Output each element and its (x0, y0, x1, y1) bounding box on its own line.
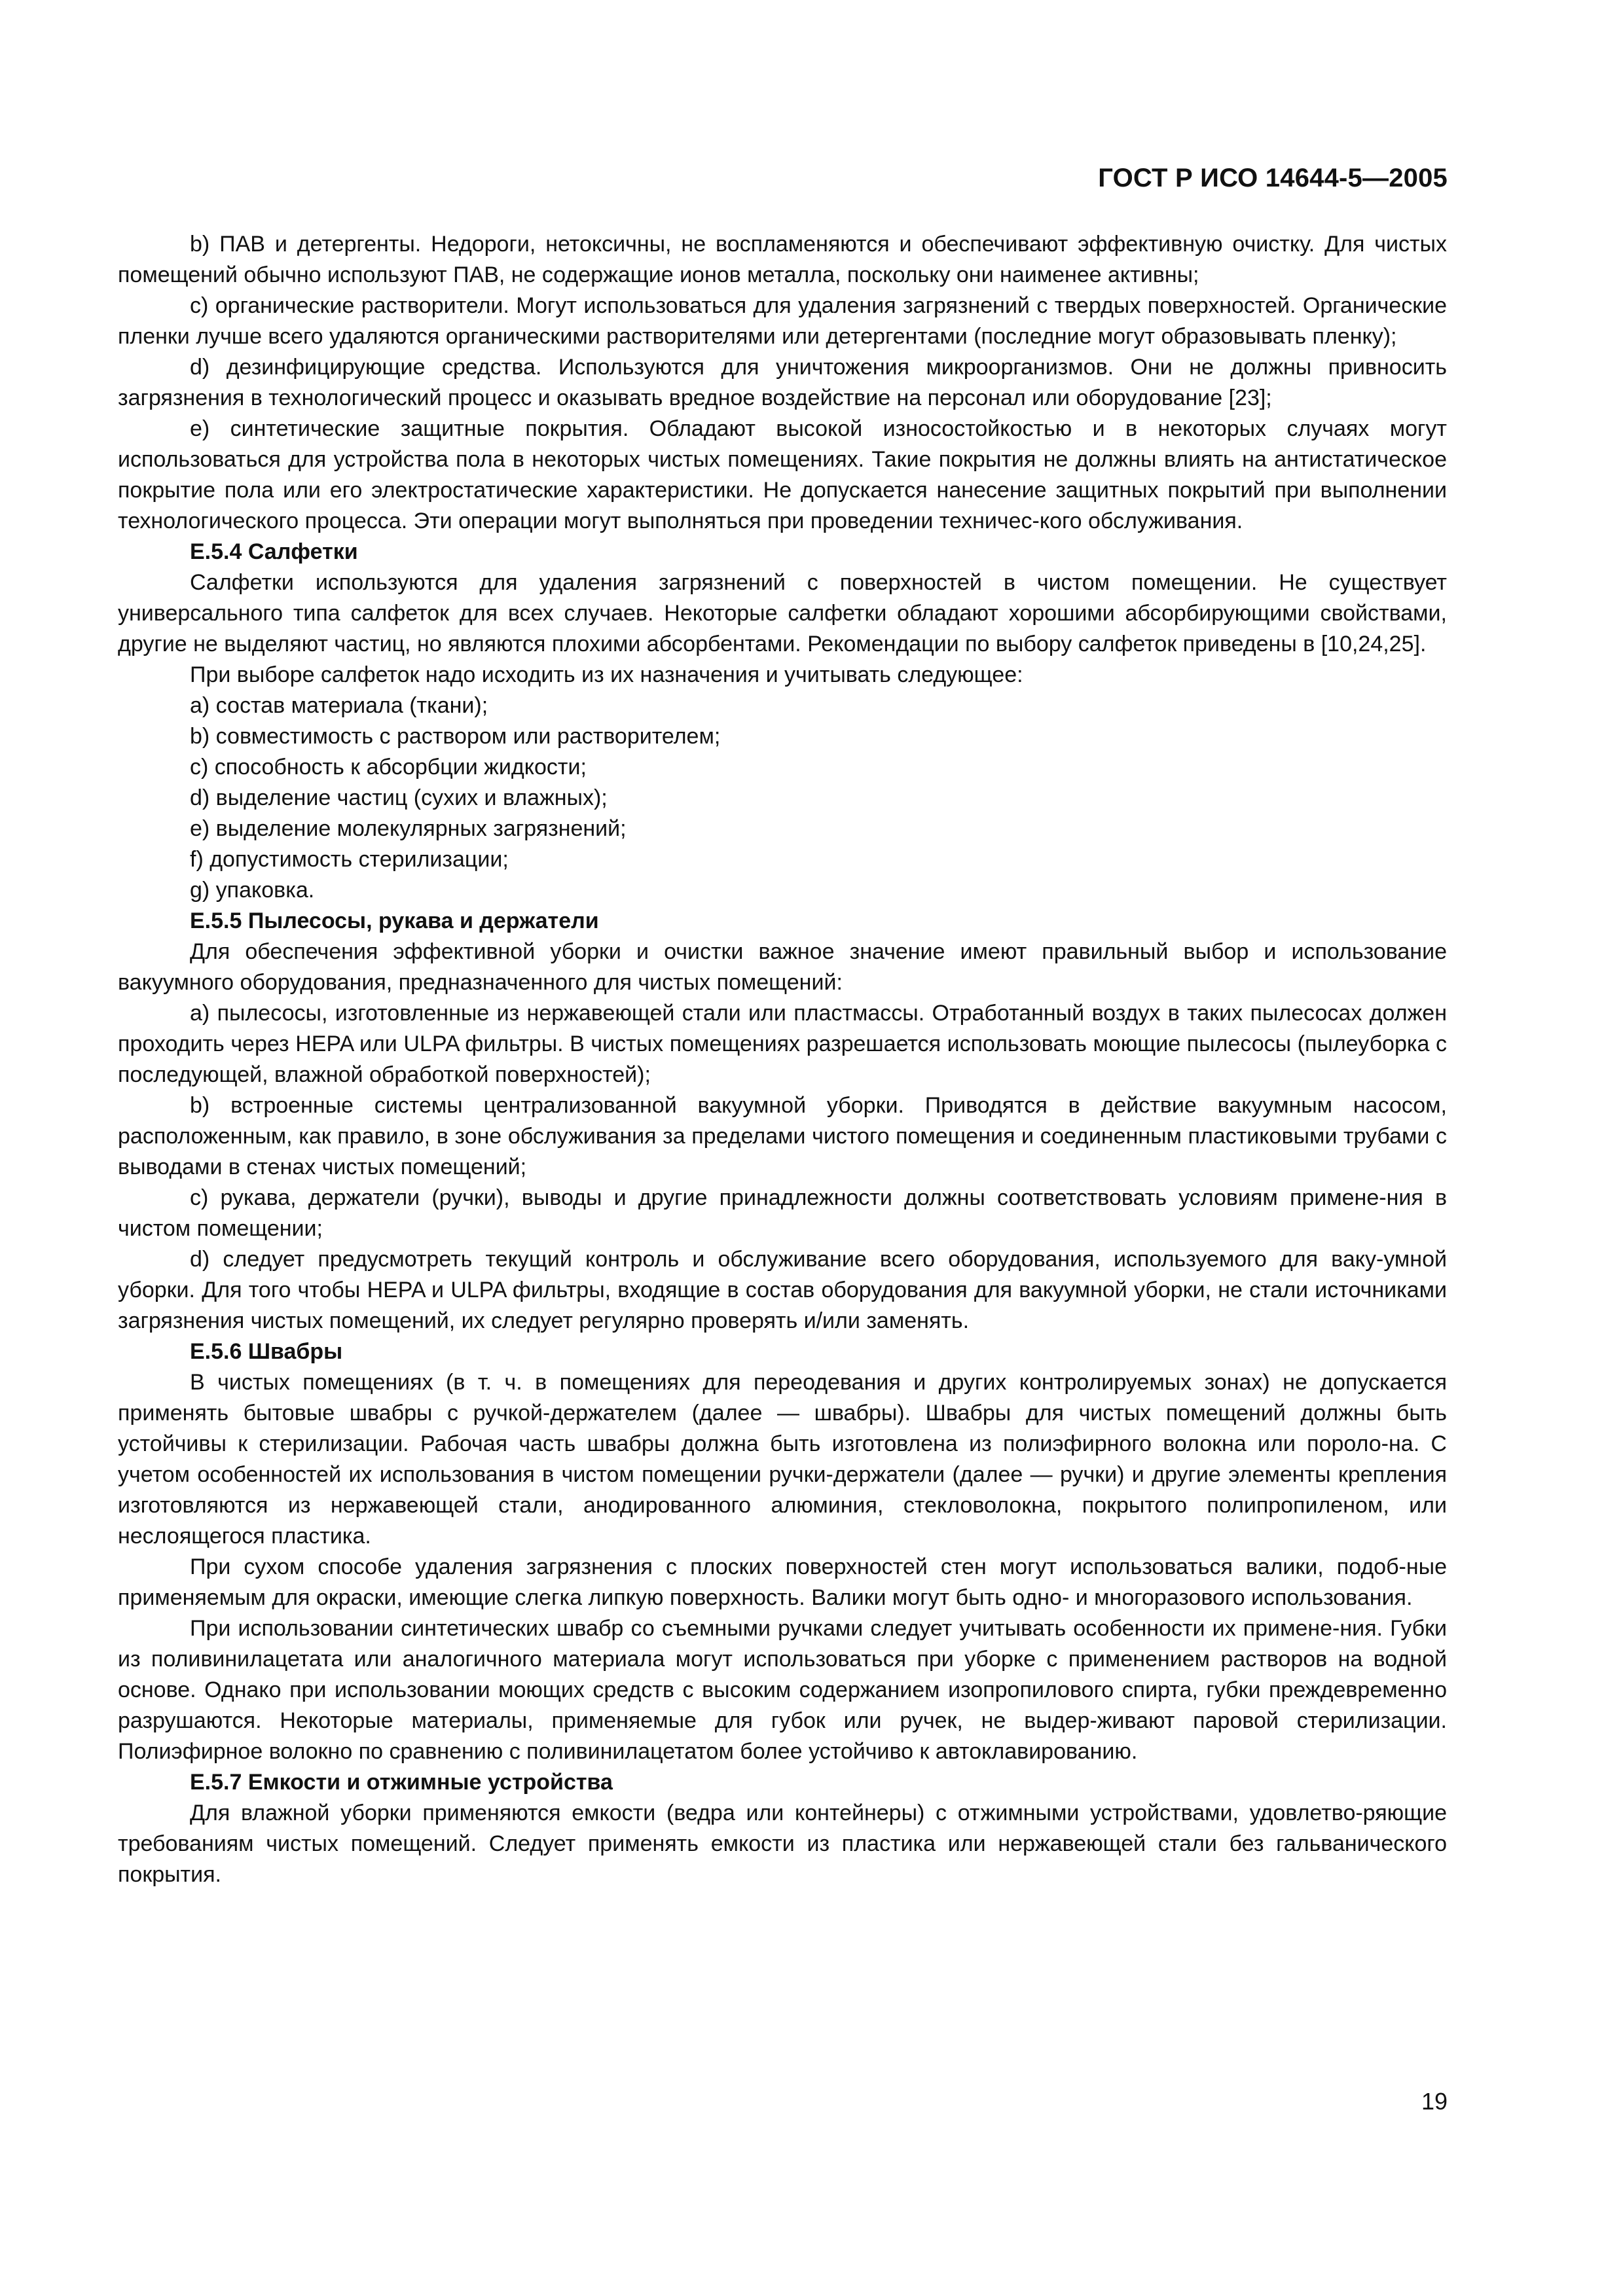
paragraph-wipes-intro: Салфетки используются для удаления загрязнений с поверхностей в чистом помещении. Не существует универсального типа салфеток для всех случаев. Некоторые салфетки обладают хорошими абсорбирующими свойствами, другие не выделяют частиц, но являются плохими абсорбентами. Рекомендации по выбору салфеток приведены в [10,24,25]. (118, 570, 1447, 656)
list-item: d) выделение частиц (сухих и влажных); (190, 785, 608, 810)
paragraph-b-surfactants: b) ПАВ и детергенты. Недороги, нетоксичны, не воспламеняются и обеспечивают эффективную очистку. Для чистых помещений обычно используют ПАВ, не содержащие ионов металла, поскольку они наименее активны; (118, 232, 1447, 287)
list-item: c) способность к абсорбции жидкости; (190, 755, 587, 780)
paragraph-e-coatings: e) синтетические защитные покрытия. Обладают высокой износостойкостью и в некоторых случаях могут использоваться для устройства пола в некоторых чистых помещениях. Такие покрытия не должны влиять на антистатическое покрытие пола или его электростатические характеристики. Не допускается нанесение защитных покрытий при выполнении технологического процесса. Эти операции могут выполняться при проведении техничес-кого обслуживания. (118, 416, 1447, 533)
paragraph-mops-1: В чистых помещениях (в т. ч. в помещениях для переодевания и других контролируемых зонах) не допускается применять бытовые швабры с ручкой-держателем (далее — швабры). Швабры для чистых помещений должны быть устойчивы к стерилизации. Рабочая часть швабры должна быть изготовлена из полиэфирного волокна или пороло-на. С учетом особенностей их использования в чистом помещении ручки-держатели (далее — ручки) и другие элементы крепления изготовляются из нержавеющей стали, анодированного алюминия, стекловолокна, покрытого полипропиленом, или неслоящегося пластика. (118, 1370, 1447, 1549)
section-heading-e55: Е.5.5 Пылесосы, рукава и держатели (190, 908, 599, 933)
section-heading-e57: Е.5.7 Емкости и отжимные устройства (190, 1770, 613, 1795)
list-item: b) совместимость с раствором или растворителем; (190, 724, 721, 749)
paragraph-containers: Для влажной уборки применяются емкости (ведра или контейнеры) с отжимными устройствами, удовлетво-ряющие требованиям чистых помещений. Следует применять емкости из пластика или нержавеющей стали без гальванического покрытия. (118, 1801, 1447, 1887)
list-item: e) выделение молекулярных загрязнений; (190, 816, 627, 841)
page-content (118, 229, 1447, 1890)
section-heading-e56: Е.5.6 Швабры (190, 1339, 343, 1364)
list-item: g) упаковка. (190, 878, 315, 903)
paragraph-mops-2: При сухом способе удаления загрязнения с плоских поверхностей стен могут использоваться валики, подоб-ные применяемым для окраски, имеющие слегка липкую поверхность. Валики могут быть одно- и многоразового использования. (118, 1554, 1447, 1610)
list-item: f) допустимость стерилизации; (190, 847, 509, 872)
page-number: 19 (1421, 2088, 1448, 2115)
paragraph-wipes-selection: При выборе салфеток надо исходить из их назначения и учитывать следующее: (190, 662, 1023, 687)
paragraph-c-solvents: c) органические растворители. Могут использоваться для удаления загрязнений с твердых поверхностей. Органические пленки лучше всего удаляются органическими растворителями или детергентами (последние могут образовывать пленку); (118, 293, 1447, 349)
paragraph-vacuum-b: b) встроенные системы централизованной вакуумной уборки. Приводятся в действие вакуумным насосом, расположенным, как правило, в зоне обслуживания за пределами чистого помещения и соединенным пластиковыми трубами с выводами в стенах чистых помещений; (118, 1093, 1447, 1179)
paragraph-vacuum-intro: Для обеспечения эффективной уборки и очистки важное значение имеют правильный выбор и использование вакуумного оборудования, предназначенного для чистых помещений: (118, 939, 1447, 995)
section-heading-e54: Е.5.4 Салфетки (190, 539, 358, 564)
document-header: ГОСТ Р ИСО 14644-5—2005 (1098, 164, 1448, 192)
paragraph-vacuum-a: a) пылесосы, изготовленные из нержавеющей стали или пластмассы. Отработанный воздух в таких пылесосах должен проходить через HEPA или ULPA фильтры. В чистых помещениях разрешается использовать моющие пылесосы (пылеуборка с последующей, влажной обработкой поверхностей); (118, 1001, 1447, 1087)
paragraph-vacuum-d: d) следует предусмотреть текущий контроль и обслуживание всего оборудования, используемого для ваку-умной уборки. Для того чтобы HEPA и ULPA фильтры, входящие в состав оборудования для вакуумной уборки, не стали источниками загрязнения чистых помещений, их следует регулярно проверять и/или заменять. (118, 1247, 1447, 1333)
paragraph-vacuum-c: c) рукава, держатели (ручки), выводы и другие принадлежности должны соответствовать условиям примене-ния в чистом помещении; (118, 1185, 1447, 1241)
list-item: a) состав материала (ткани); (190, 693, 488, 718)
paragraph-d-disinfectants: d) дезинфицирующие средства. Используются для уничтожения микроорганизмов. Они не должны привносить загрязнения в технологический процесс и оказывать вредное воздействие на персонал или оборудование [23]; (118, 355, 1447, 410)
paragraph-mops-3: При использовании синтетических швабр со съемными ручками следует учитывать особенности их примене-ния. Губки из поливинилацетата или аналогичного материала могут использоваться при уборке с применением растворов на водной основе. Однако при использовании моющих средств с высоким содержанием изопропилового спирта, губки преждевременно разрушаются. Некоторые материалы, применяемые для губок или ручек, не выдер-живают паровой стерилизации. Полиэфирное волокно по сравнению с поливинилацетатом более устойчиво к автоклавированию. (118, 1616, 1447, 1764)
